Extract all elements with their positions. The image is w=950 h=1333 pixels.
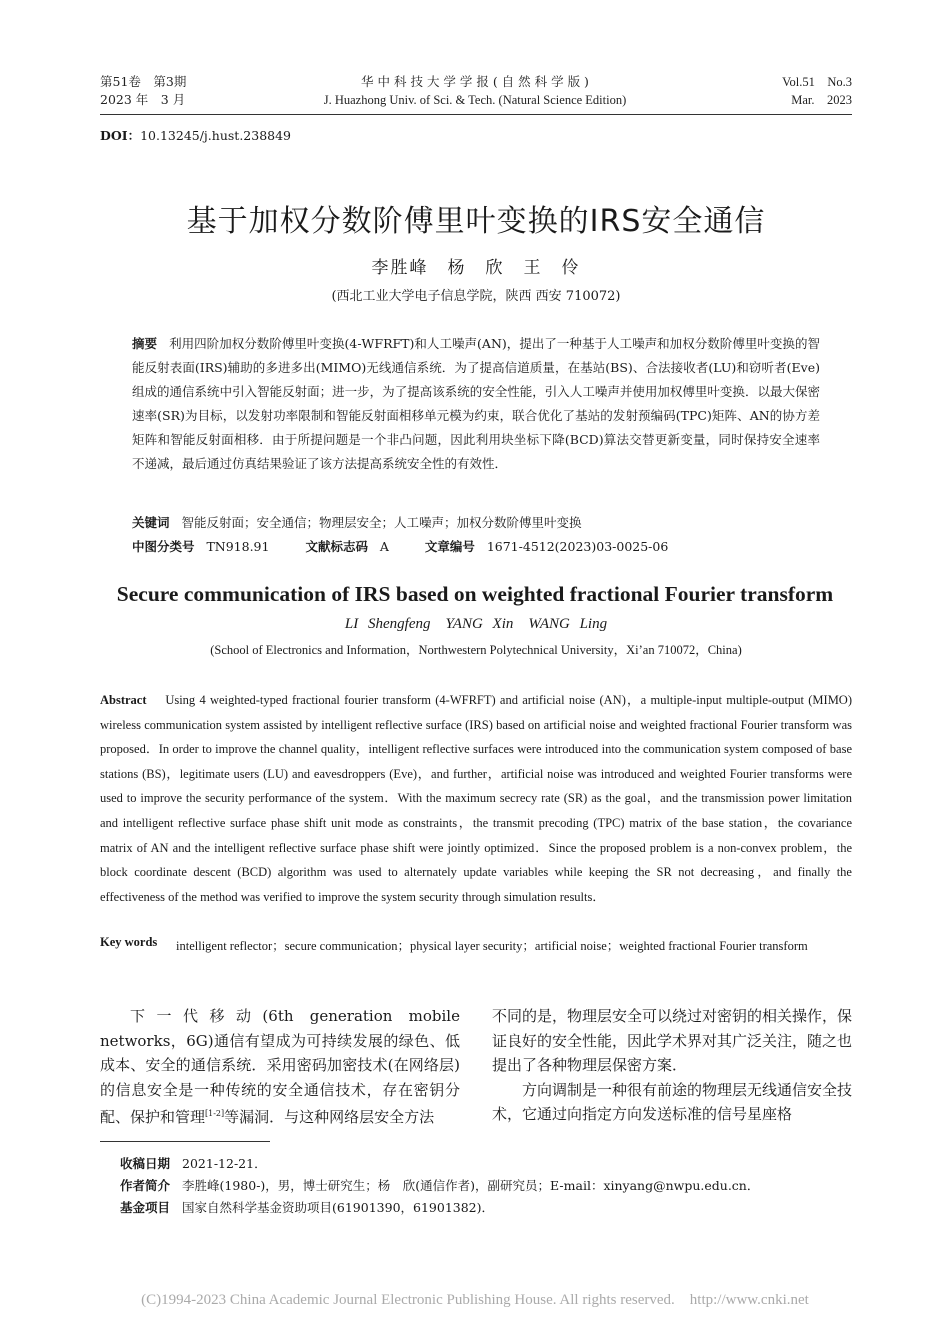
page-title-en: Secure communication of IRS based on weighted fractional Fourier transform [116, 582, 834, 606]
received-label: 收稿日期 [120, 1156, 171, 1171]
keywords-en-label: Key words [100, 935, 158, 949]
doi-line [100, 126, 291, 144]
page-title-cn: 基于加权分数阶傅里叶变换的IRS安全通信 [186, 204, 766, 239]
body-right-paragraph-1: 不同的是，物理层安全可以绕过对密钥的相关操作，保证良好的安全性能，因此学术界对其广泛关注，随之也提出了各种物理层保密方案． [492, 1007, 853, 1074]
body-left-column [100, 1004, 460, 1130]
article-no-value: 1671-4512(2023)03-0025-06 [486, 539, 669, 554]
keywords-cn [132, 514, 820, 532]
abstract-cn [132, 332, 820, 476]
header-rule [100, 114, 852, 115]
header-month-year: Mar. 2023 [791, 93, 852, 107]
article-no-label: 文章编号 [424, 539, 475, 554]
citation-ref[interactable]: [1-2] [205, 1109, 225, 1118]
footnote-author [120, 1177, 852, 1195]
doc-code-label: 文献标志码 [305, 539, 368, 554]
body-right-paragraph-2: 方向调制是一种很有前途的物理层无线通信安全技术，它通过向指定方向发送标准的信号星座格 [492, 1080, 853, 1123]
received-value: 2021-12-21． [182, 1156, 267, 1171]
fund-label: 基金项目 [120, 1200, 171, 1215]
keywords-en-text: intelligent reflector；secure communication；physical layer security；artificial noise；weighted fractional Fourier transform [176, 939, 808, 953]
footnote-received [120, 1155, 852, 1173]
clc-value: TN918.91 [206, 539, 270, 554]
body-left-text-2: 等漏洞．与这种网络层安全方法 [224, 1108, 435, 1126]
body-left-text-1: 下一代移动(6th generation mobile networks，6G)通信有望成为可持续发展的绿色、低成本、安全的通信系统．采用密码加密技术(在网络层)的信息安全是一种传统的安全通信技术，存在密钥分配、保护和管理 [100, 1007, 460, 1126]
doi-label: DOI： [100, 128, 141, 143]
abstract-en-label: Abstract [100, 693, 147, 707]
abstract-en [100, 688, 852, 909]
clc-label: 中图分类号 [132, 539, 195, 554]
journal-name-en: J. Huazhong Univ. of Sci. & Tech. (Natural Science Edition) [323, 93, 627, 107]
affiliation-cn: (西北工业大学电子信息学院，陕西 西安 710072) [331, 289, 621, 304]
header-volume-issue: 第51卷 第3期 [100, 74, 187, 89]
footnote-rule [100, 1141, 270, 1142]
abstract-cn-text: 利用四阶加权分数阶傅里叶变换(4-WFRFT)和人工噪声(AN)，提出了一种基于人工噪声和加权分数阶傅里叶变换的智能反射表面(IRS)辅助的多进多出(MIMO)无线通信系统．为了提高信道质量，在基站(BS)、合法接收者(LU)和窃听者(Eve)组成的通信系统中引入智能反射面；进一步，为了提高该系统的安全性能，引入人工噪声并使用加权傅里叶变换．以最大保密速率(SR)为目标，以发射功率限制和智能反射面相移单元模为约束，联合优化了基站的发射预编码(TPC)矩阵、AN的协方差矩阵和智能反射面相移．由于所提问题是一个非凸问题，因此利用块坐标下降(BCD)算法交替更新变量，同时保持安全速率不递减，最后通过仿真结果验证了该方法提高系统安全性的有效性． [132, 336, 820, 471]
affiliation-en: (School of Electronics and Information，Northwestern Polytechnical University，Xi’an 710072，China) [210, 643, 742, 657]
copyright-footer: (C)1994-2023 China Academic Journal Electronic Publishing House. All rights reserved. http://www.cnki.net [141, 1292, 809, 1308]
authors-cn: 李胜峰 杨 欣 王 伶 [371, 258, 581, 278]
footnote-fund [120, 1199, 852, 1217]
keywords-cn-text: 智能反射面；安全通信；物理层安全；人工噪声；加权分数阶傅里叶变换 [181, 515, 582, 530]
classification-line [132, 538, 852, 556]
fund-value: 国家自然科学基金资助项目(61901390，61901382)． [182, 1200, 495, 1215]
authors-en: LI Shengfeng YANG Xin WANG Ling [344, 616, 608, 632]
keywords-cn-label: 关键词 [132, 515, 170, 530]
header-date: 2023 年 3 月 [100, 92, 186, 107]
body-right-column [492, 1004, 852, 1127]
journal-name-cn: 华 中 科 技 大 学 学 报 ( 自 然 科 学 版 ) [361, 74, 589, 89]
author-bio-value: 李胜峰(1980-)，男，博士研究生；杨 欣(通信作者)，副研究员；E-mail：xinyang@nwpu.edu.cn． [182, 1178, 760, 1193]
header-vol-no: Vol.51 No.3 [782, 75, 852, 89]
doc-code-value: A [379, 539, 389, 554]
author-bio-label: 作者简介 [120, 1178, 171, 1193]
abstract-en-text: Using 4 weighted-typed fractional fourier transform (4-WFRFT) and artificial noise (AN)，a multiple-input multiple-output (MIMO) wireless communication system assisted by intelligent reflective surface (IRS) based on artificial noise and weighted fractional Fourier transform was proposed．In order to improve the channel quality，intelligent reflective surfaces were introduced into the communication system composed of base stations (BS)，legitimate users (LU) and eavesdroppers (Eve)，and further，artificial noise was introduced and weighted Fourier transforms were used to improve the security performance of the system．With the maximum secrecy rate (SR) as the goal，and the transmission power limitation and intelligent reflective surface phase shift unit mode as constraints，the transmit precoding (TPC) matrix of the base station，the covariance matrix of AN and the intelligent reflective surface phase shift were jointly optimized．Since the proposed problem is a non-convex problem，the block coordinate descent (BCD) algorithm was used to alternately update variables while keeping the SR not decreasing，and finally the effectiveness of the method was verified to improve the system security through simulation results． [100, 693, 852, 904]
doi-value[interactable]: 10.13245/j.hust.238849 [140, 128, 292, 143]
abstract-cn-label: 摘要 [132, 336, 158, 351]
